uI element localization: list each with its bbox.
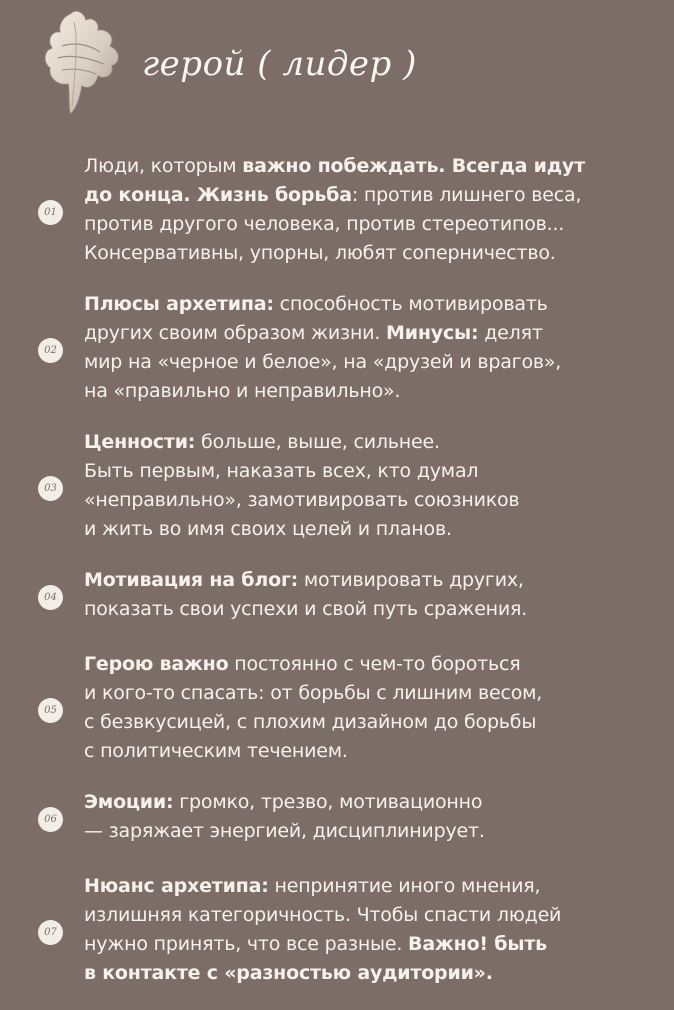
- text-segment: постоянно с чем-то бороться: [228, 653, 521, 675]
- item-number-badge: 04: [38, 585, 63, 610]
- text-line: [84, 319, 644, 348]
- header: [0, 0, 674, 130]
- seashell-icon: [40, 6, 128, 118]
- text-segment: мир на «черное и белое», на «друзей и врагов»,: [84, 351, 562, 373]
- text-line: [84, 515, 644, 544]
- text-segment: показать свои успехи и свой путь сражения.: [84, 598, 528, 620]
- item-text: [84, 872, 644, 988]
- text-segment: больше, выше, сильнее.: [195, 431, 440, 453]
- text-segment: на «правильно и неправильно».: [84, 380, 401, 402]
- text-line: [84, 872, 644, 901]
- text-line: [84, 348, 644, 377]
- bold-segment: Нюанс архетипа:: [84, 875, 269, 897]
- text-line: [84, 152, 644, 181]
- text-segment: других своим образом жизни.: [84, 322, 387, 344]
- item-number-badge: 02: [38, 338, 63, 363]
- text-segment: мотивировать других,: [298, 569, 524, 591]
- text-segment: и жить во имя своих целей и планов.: [84, 518, 452, 540]
- text-segment: делят: [478, 322, 543, 344]
- text-line: [84, 901, 644, 930]
- item-number-badge: 03: [38, 476, 63, 501]
- text-line: [84, 486, 644, 515]
- text-line: [84, 290, 644, 319]
- bold-segment: в контакте с «разностью аудитории».: [84, 962, 493, 984]
- text-line: [84, 377, 644, 406]
- text-line: [84, 708, 644, 737]
- text-line: [84, 181, 644, 210]
- bold-segment: Эмоции:: [84, 791, 174, 813]
- text-line: [84, 595, 644, 624]
- bold-segment: Герою важно: [84, 653, 229, 675]
- text-line: [84, 650, 644, 679]
- text-line: [84, 210, 644, 239]
- text-line: [84, 239, 644, 268]
- text-segment: нужно принять, что все разные.: [84, 933, 409, 955]
- item-text: [84, 788, 644, 846]
- text-segment: и кого-то спасать: от борьбы с лишним весом,: [84, 682, 543, 704]
- text-segment: Консервативны, упорны, любят соперничество.: [84, 242, 556, 264]
- item-number-badge: 06: [38, 807, 63, 832]
- text-segment: с политическим течением.: [84, 740, 348, 762]
- bold-segment: важно побеждать. Всегда идут: [242, 155, 585, 177]
- text-line: [84, 817, 644, 846]
- text-segment: : против лишнего веса,: [351, 184, 582, 206]
- text-segment: способность мотивировать: [273, 293, 548, 315]
- item-text: [84, 566, 644, 624]
- text-segment: с безвкусицей, с плохим дизайном до борьбы: [84, 711, 537, 733]
- bold-segment: Важно! быть: [408, 933, 547, 955]
- text-line: [84, 930, 644, 959]
- text-line: [84, 737, 644, 766]
- item-text: [84, 152, 644, 268]
- item-number-badge: 07: [38, 920, 63, 945]
- text-line: [84, 788, 644, 817]
- text-segment: громко, трезво, мотивационно: [173, 791, 483, 813]
- text-segment: «неправильно», замотивировать союзников: [84, 489, 520, 511]
- bold-segment: Ценности:: [84, 431, 196, 453]
- text-line: [84, 959, 644, 988]
- text-line: [84, 428, 644, 457]
- text-line: [84, 457, 644, 486]
- item-number-badge: 01: [38, 200, 63, 225]
- text-line: [84, 566, 644, 595]
- text-line: [84, 679, 644, 708]
- item-number-badge: 05: [38, 698, 63, 723]
- text-segment: Люди, которым: [84, 155, 243, 177]
- text-segment: против другого человека, против стереотипов...: [84, 213, 565, 235]
- bold-segment: Плюсы архетипа:: [84, 293, 274, 315]
- bold-segment: Мотивация на блог:: [84, 569, 299, 591]
- item-text: [84, 290, 644, 406]
- bold-segment: Минусы:: [386, 322, 479, 344]
- text-segment: непринятие иного мнения,: [268, 875, 541, 897]
- bold-segment: до конца. Жизнь борьба: [84, 184, 352, 206]
- item-text: [84, 428, 644, 544]
- item-text: [84, 650, 644, 766]
- text-segment: Быть первым, наказать всех, кто думал: [84, 460, 479, 482]
- text-segment: излишняя категоричность. Чтобы спасти людей: [84, 904, 562, 926]
- text-segment: — заряжает энергией, дисциплинирует.: [84, 820, 485, 842]
- page-title: герой ( лидер ): [142, 44, 417, 84]
